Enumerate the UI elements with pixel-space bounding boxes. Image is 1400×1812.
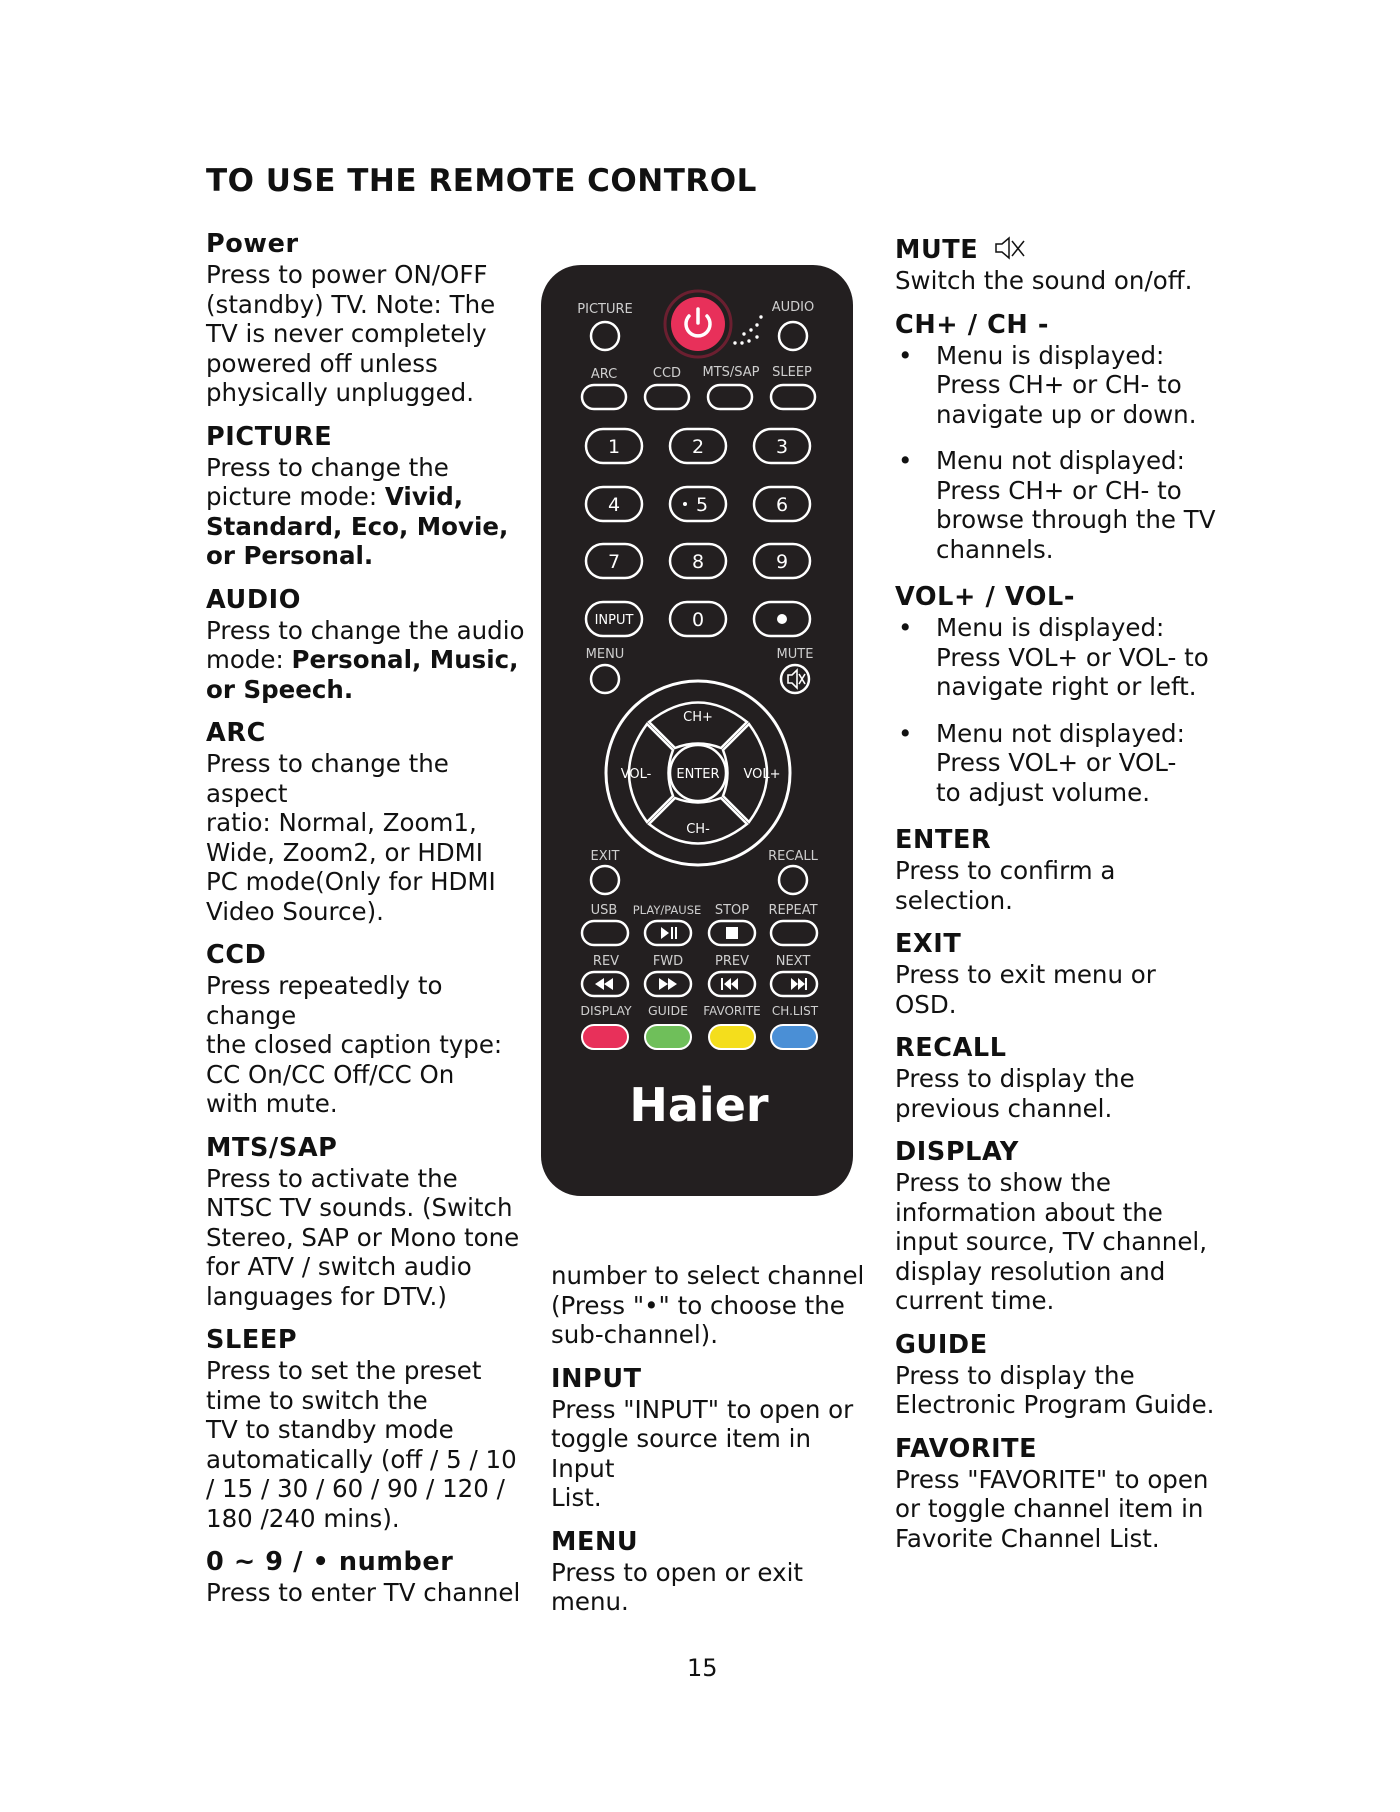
bullet-item xyxy=(895,446,1225,564)
bullet-item xyxy=(895,613,1225,702)
body-line: toggle source item in Input xyxy=(551,1424,811,1483)
body-line xyxy=(206,482,536,512)
body-line: Press to enter TV channel xyxy=(206,1578,521,1607)
body-line: Press to open or exit xyxy=(551,1557,803,1587)
body-line: TV to standby mode xyxy=(206,1415,454,1444)
num-6-label: 6 xyxy=(775,494,789,516)
body-line: Press "INPUT" to open or xyxy=(551,1394,854,1424)
body-line: Press to show the xyxy=(895,1168,1111,1197)
section-body xyxy=(206,1164,536,1312)
text-section xyxy=(895,1136,1225,1316)
text-section xyxy=(551,1261,881,1350)
bullet-line: navigate right or left. xyxy=(936,672,1197,701)
section-body xyxy=(206,1356,536,1533)
body-line: Press "FAVORITE" to open xyxy=(895,1464,1209,1494)
label-mts: MTS/SAP xyxy=(702,365,760,380)
section-heading: Power xyxy=(206,229,299,259)
body-line: Press to set the preset xyxy=(206,1356,482,1385)
body-line: display resolution and xyxy=(895,1256,1166,1286)
body-line: languages for DTV.) xyxy=(206,1281,447,1311)
section-heading: VOL+ / VOL- xyxy=(895,582,1076,612)
section-mute-text: Switch the sound on/off. xyxy=(895,266,1193,295)
body-text: picture mode: xyxy=(206,482,385,511)
body-line xyxy=(206,645,536,675)
label-display: DISPLAY xyxy=(580,1003,632,1018)
body-line: with mute. xyxy=(206,1089,338,1118)
label-favorite: FAVORITE xyxy=(703,1004,761,1018)
section-body xyxy=(895,1361,1225,1420)
stop-icon xyxy=(726,927,738,939)
bullet-line: navigate up or down. xyxy=(936,399,1197,429)
section-heading: RECALL xyxy=(895,1033,1007,1063)
section-body xyxy=(206,453,536,571)
section-mute xyxy=(895,234,1225,296)
num-7-label: 7 xyxy=(607,551,621,573)
body-line: Press repeatedly to change xyxy=(206,971,443,1030)
text-section xyxy=(206,1546,536,1608)
remote-svg xyxy=(539,263,855,1198)
body-line xyxy=(206,512,536,542)
section-heading: CCD xyxy=(206,940,267,970)
text-section xyxy=(895,1433,1225,1554)
text-section xyxy=(206,939,536,1119)
page-title: TO USE THE REMOTE CONTROL xyxy=(206,163,757,199)
mute-icon xyxy=(994,235,1026,261)
section-heading: 0 ~ 9 / • number xyxy=(206,1547,454,1577)
label-exit: EXIT xyxy=(590,849,620,864)
body-line: Electronic Program Guide. xyxy=(895,1390,1215,1419)
body-line: Stereo, SAP or Mono tone xyxy=(206,1222,520,1252)
label-recall: RECALL xyxy=(768,849,818,864)
bullet-line: Press VOL+ or VOL- to xyxy=(936,642,1209,672)
body-bold: Personal, Music, xyxy=(291,645,519,674)
bullet-line: • Menu not displayed: xyxy=(936,446,1185,475)
section-heading: MTS/SAP xyxy=(206,1132,338,1163)
label-stop: STOP xyxy=(714,903,750,918)
body-line: PC mode(Only for HDMI xyxy=(206,867,496,896)
label-prev: PREV xyxy=(715,954,749,969)
num-5-label: 5 xyxy=(695,494,709,516)
body-line: Press to activate the xyxy=(206,1163,458,1193)
label-audio: AUDIO xyxy=(771,300,815,315)
bullet-line: channels. xyxy=(936,534,1054,564)
section-heading: INPUT xyxy=(551,1363,642,1394)
left-column xyxy=(206,228,536,1621)
body-line: Video Source). xyxy=(206,896,384,926)
middle-column xyxy=(551,1261,881,1630)
label-ch-up: CH+ xyxy=(683,710,713,725)
bullet-line: to adjust volume. xyxy=(936,777,1150,807)
body-line: menu. xyxy=(551,1587,629,1616)
input-label: INPUT xyxy=(594,613,634,628)
text-section xyxy=(895,824,1225,915)
bullet-line: browse through the TV xyxy=(936,505,1216,534)
body-line: physically unplugged. xyxy=(206,378,474,407)
text-section xyxy=(551,1526,881,1617)
section-mute-heading: MUTE xyxy=(895,235,979,265)
bullet-item xyxy=(895,341,1225,430)
label-vol-up: VOL+ xyxy=(743,767,781,782)
remote-illustration xyxy=(539,263,855,1198)
section-body xyxy=(551,1395,881,1513)
label-ch-down: CH- xyxy=(686,822,710,837)
section-ch xyxy=(895,309,1225,565)
section-body xyxy=(895,856,1225,915)
body-line: or toggle channel item in xyxy=(895,1494,1204,1523)
num-3-label: 3 xyxy=(775,436,789,458)
body-line: CC On/CC Off/CC On xyxy=(206,1059,455,1089)
body-bold: Vivid, xyxy=(384,482,464,511)
body-line: 180 /240 mins). xyxy=(206,1503,400,1533)
bullet-line: Press VOL+ or VOL- xyxy=(936,748,1177,777)
section-heading: MENU xyxy=(551,1526,639,1557)
text-section xyxy=(206,421,536,571)
label-ch-list: CH.LIST xyxy=(771,1004,819,1018)
num-2-label: 2 xyxy=(691,436,705,458)
body-line: List. xyxy=(551,1483,602,1512)
body-line: OSD. xyxy=(895,989,957,1019)
body-bold: or Speech. xyxy=(206,674,354,704)
section-heading: CH+ / CH - xyxy=(895,309,1050,340)
body-line: Press to exit menu or xyxy=(895,960,1156,989)
blue-button[interactable] xyxy=(771,1025,817,1049)
body-line: Press to confirm a xyxy=(895,856,1116,885)
section-heading: DISPLAY xyxy=(895,1137,1019,1167)
text-section xyxy=(206,1324,536,1533)
label-menu: MENU xyxy=(585,647,625,662)
body-line: (standby) TV. Note: The xyxy=(206,289,496,319)
red-button[interactable] xyxy=(582,1025,628,1049)
body-line: Press to display the xyxy=(895,1064,1135,1093)
body-line: sub-channel). xyxy=(551,1320,718,1349)
body-line: for ATV / switch audio xyxy=(206,1252,472,1281)
section-heading: PICTURE xyxy=(206,421,333,452)
section-heading: EXIT xyxy=(895,929,962,959)
body-line: number to select channel xyxy=(551,1261,865,1290)
body-line: current time. xyxy=(895,1286,1055,1315)
power-button[interactable] xyxy=(665,291,731,357)
bullet-item xyxy=(895,719,1225,808)
label-ccd: CCD xyxy=(652,366,682,381)
label-next: NEXT xyxy=(775,954,811,969)
section-heading: ARC xyxy=(206,718,266,748)
label-mute: MUTE xyxy=(776,647,814,662)
section-heading: SLEEP xyxy=(206,1325,298,1355)
bullet-list xyxy=(895,613,1225,807)
section-heading: AUDIO xyxy=(206,584,301,615)
body-line: Press to change the aspect xyxy=(206,749,449,808)
num-9-label: 9 xyxy=(775,551,789,573)
body-bold: or Personal. xyxy=(206,541,374,570)
num-1-label: 1 xyxy=(607,436,621,458)
page-number: 15 xyxy=(687,1654,718,1682)
body-line: previous channel. xyxy=(895,1093,1113,1123)
body-line: time to switch the xyxy=(206,1385,428,1415)
body-line: Press to power ON/OFF xyxy=(206,260,488,289)
body-line xyxy=(206,541,536,571)
label-rev: REV xyxy=(592,954,620,969)
label-arc: ARC xyxy=(590,367,618,382)
body-line xyxy=(206,675,536,705)
label-play-pause: PLAY/PAUSE xyxy=(632,903,702,917)
sub-dot-glyph xyxy=(683,502,687,506)
label-sleep: SLEEP xyxy=(772,365,812,380)
section-body xyxy=(206,260,536,408)
section-heading: ENTER xyxy=(895,825,992,855)
body-line: NTSC TV sounds. (Switch xyxy=(206,1193,513,1222)
bullet-line: • Menu not displayed: xyxy=(936,718,1185,748)
body-line: selection. xyxy=(895,885,1013,915)
label-usb: USB xyxy=(590,903,618,918)
section-body xyxy=(895,1064,1225,1123)
green-button[interactable] xyxy=(645,1025,691,1049)
num-0-label: 0 xyxy=(691,609,705,631)
dot-glyph xyxy=(777,614,787,624)
yellow-button[interactable] xyxy=(709,1025,755,1049)
num-8-label: 8 xyxy=(691,551,705,573)
section-vol xyxy=(895,581,1225,807)
section-body xyxy=(551,1558,881,1617)
section-body xyxy=(206,971,536,1119)
text-section xyxy=(206,228,536,408)
label-fwd: FWD xyxy=(652,954,684,969)
bullet-line: • Menu is displayed: xyxy=(936,340,1165,370)
label-repeat: REPEAT xyxy=(768,903,818,918)
body-text: mode: xyxy=(206,645,292,674)
body-line: (Press "•" to choose the xyxy=(551,1290,845,1320)
text-section xyxy=(551,1363,881,1513)
label-guide: GUIDE xyxy=(647,1003,689,1018)
label-picture: PICTURE xyxy=(577,302,633,317)
bullet-list xyxy=(895,341,1225,565)
body-line: the closed caption type: xyxy=(206,1030,503,1059)
brand-logo: Haier xyxy=(629,1078,769,1132)
body-line: Press to display the xyxy=(895,1360,1135,1390)
body-line: TV is never completely xyxy=(206,319,487,348)
bullet-line: Press CH+ or CH- to xyxy=(936,475,1182,505)
section-body xyxy=(895,1465,1225,1554)
text-section xyxy=(206,1132,536,1312)
section-body xyxy=(206,616,536,705)
body-line: Wide, Zoom2, or HDMI xyxy=(206,837,483,867)
body-line: / 15 / 30 / 60 / 90 / 120 / xyxy=(206,1474,505,1503)
section-heading: GUIDE xyxy=(895,1329,988,1360)
body-line: Press to change the xyxy=(206,452,449,482)
section-body xyxy=(895,960,1225,1019)
text-section xyxy=(206,717,536,926)
body-bold: Standard, Eco, Movie, xyxy=(206,511,509,541)
body-line: automatically (off / 5 / 10 xyxy=(206,1444,517,1474)
section-body xyxy=(895,1168,1225,1316)
bullet-line: • Menu is displayed: xyxy=(936,613,1165,642)
text-section xyxy=(206,584,536,705)
text-section xyxy=(895,1329,1225,1420)
text-section xyxy=(895,1032,1225,1123)
body-line: ratio: Normal, Zoom1, xyxy=(206,808,477,837)
body-line: Favorite Channel List. xyxy=(895,1523,1160,1553)
body-line: information about the xyxy=(895,1197,1163,1227)
section-body xyxy=(206,749,536,926)
bullet-line: Press CH+ or CH- to xyxy=(936,370,1182,399)
body-line: powered off unless xyxy=(206,348,438,378)
section-body xyxy=(206,1578,536,1608)
right-column xyxy=(895,234,1225,1566)
body-line: input source, TV channel, xyxy=(895,1227,1207,1256)
remote-body xyxy=(541,265,853,1196)
section-body xyxy=(551,1261,881,1350)
label-enter: ENTER xyxy=(676,767,720,782)
label-vol-down: VOL- xyxy=(620,767,652,782)
body-line: Press to change the audio xyxy=(206,615,525,645)
section-heading: FAVORITE xyxy=(895,1433,1038,1464)
num-4-label: 4 xyxy=(607,494,621,516)
text-section xyxy=(895,928,1225,1019)
